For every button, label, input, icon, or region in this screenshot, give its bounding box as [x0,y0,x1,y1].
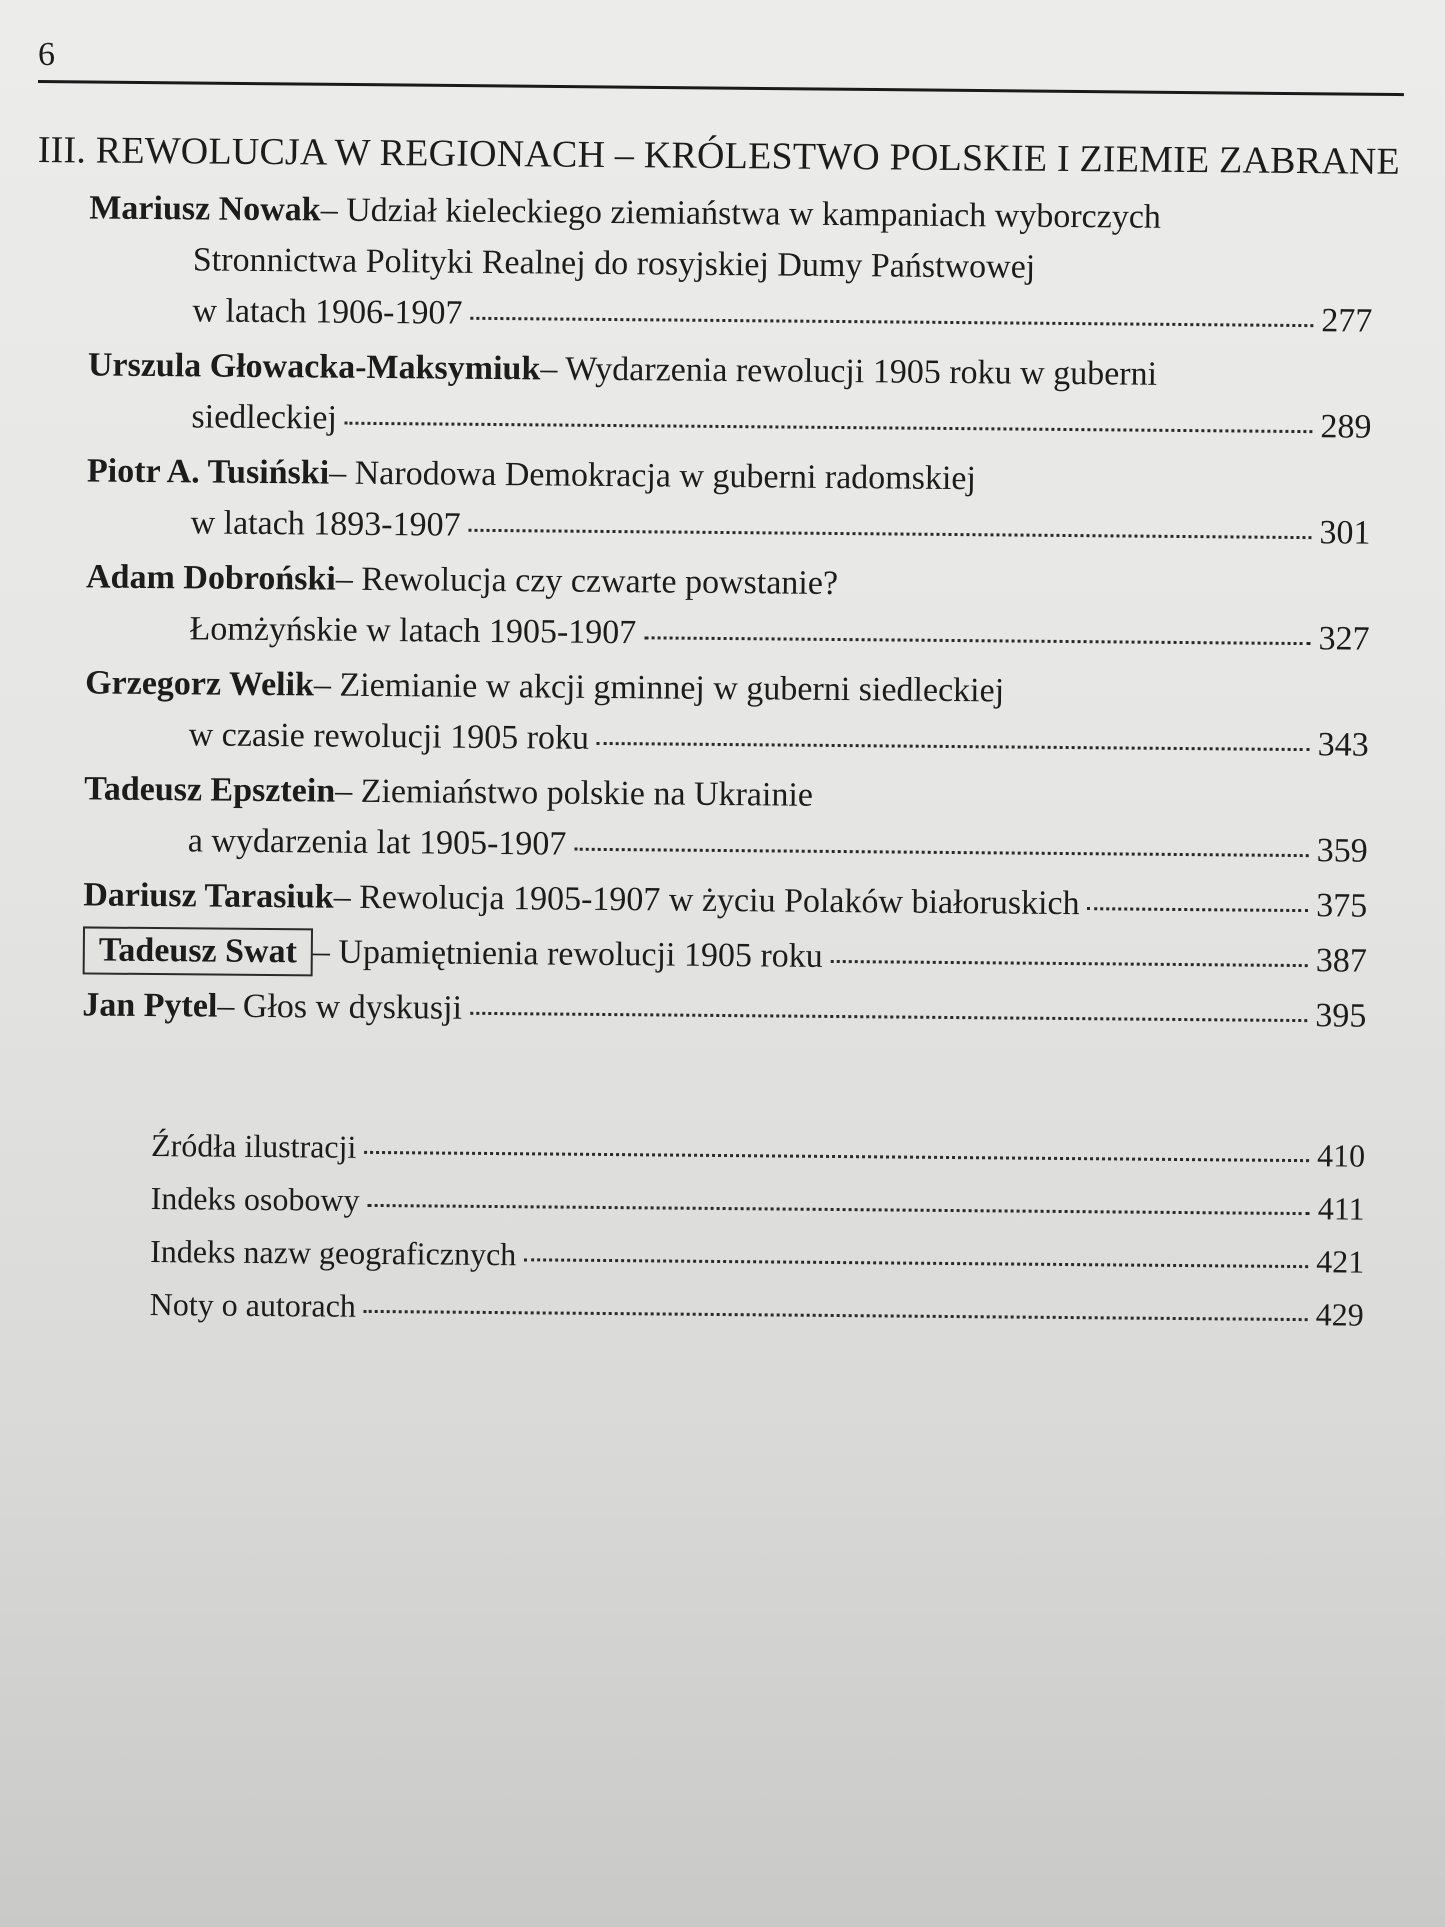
entry-author: Urszula Głowacka-Maksymiuk [87,346,541,388]
entry-title: w czasie rewolucji 1905 roku [188,716,590,757]
toc-entry-line [88,284,1372,346]
back-matter-title: Indeks nazw geograficznych [150,1233,517,1273]
toc-entry [88,182,1373,346]
dot-leader [367,1204,1309,1215]
entry-title: – Ziemianie w akcji gminnej w guberni siedleckiej [313,666,1005,710]
entry-title: – Upamiętnienia rewolucji 1905 roku [312,933,823,975]
toc-entry-line [84,708,1368,770]
entry-page-number: 343 [1317,726,1369,764]
dot-leader [574,848,1308,857]
entry-author: Adam Dobroński [85,558,336,598]
dot-leader [364,1151,1309,1162]
entry-title: Stronnictwa Polityki Realnej do rosyjskiej Dumy Państwowej [192,241,1036,286]
toc-entries [30,182,1403,1042]
entry-title: w latach 1893-1907 [190,504,461,544]
entry-page-number: 277 [1321,302,1373,340]
dot-leader [364,1310,1308,1321]
entry-title: – Głos w dyskusji [217,987,463,1027]
entry-page-number: 387 [1315,942,1367,980]
entry-page-number: 359 [1316,832,1368,870]
dot-leader [470,317,1313,327]
entry-page-number: 327 [1318,620,1370,658]
dot-leader [644,636,1310,645]
dot-leader [524,1258,1308,1268]
entry-title: a wydarzenia lat 1905-1907 [187,822,567,863]
entry-page-number: 289 [1320,408,1372,446]
entry-title: – Udział kieleckiego ziemiaństwa w kampaniach wyborczych [320,191,1162,236]
toc-entry-line [87,390,1371,452]
dot-leader [597,742,1310,751]
dot-leader [345,422,1313,433]
dot-leader [469,529,1312,539]
table-of-contents [28,128,1404,1342]
entry-title: – Rewolucja 1905-1907 w życiu Polaków białoruskich [333,878,1080,923]
toc-entry-line [84,814,1368,876]
section-heading: III. REWOLUCJA W REGIONACH – KRÓLESTWO POLSKIE I ZIEMIE ZABRANE [37,128,1401,183]
back-matter-page-number: 429 [1315,1296,1364,1333]
back-matter-list [150,1119,1366,1342]
dot-leader [470,1012,1307,1022]
entry-author: Tadeusz Epsztein [84,770,336,810]
entry-title: – Rewolucja czy czwarte powstanie? [335,560,839,602]
back-matter-page-number: 410 [1316,1137,1366,1174]
toc-entry-line [82,979,1366,1041]
dot-leader [831,960,1308,967]
toc-entry [84,657,1369,770]
entry-author: Tadeusz Swat [83,926,313,976]
entry-page-number: 375 [1316,887,1368,925]
entry-author: Grzegorz Welik [84,664,315,704]
toc-entry [83,869,1367,931]
entry-author: Dariusz Tarasiuk [83,876,334,916]
back-matter-page-number: 411 [1317,1190,1365,1227]
entry-author: Piotr A. Tusiński [86,452,330,492]
back-matter-title: Indeks osobowy [150,1180,360,1218]
toc-entry [82,979,1366,1041]
toc-entry [85,551,1370,664]
entry-page-number: 301 [1319,514,1371,552]
page-number: 6 [38,36,55,73]
entry-title: Łomżyńskie w latach 1905-1907 [189,610,637,652]
entry-title: w latach 1906-1907 [192,292,463,332]
header-rule [38,80,1404,96]
entry-page-number: 395 [1315,997,1367,1035]
entry-title: – Ziemiaństwo polskie na Ukrainie [335,772,814,814]
entry-title: – Wydarzenia rewolucji 1905 roku w guberni [540,350,1158,393]
toc-entry-line [83,924,1367,986]
toc-entry [87,339,1372,452]
back-matter-page-number: 421 [1316,1243,1365,1280]
back-matter-title: Noty o autorach [149,1286,357,1324]
toc-entry [83,924,1367,986]
entry-title: – Narodowa Demokracja w guberni radomskiej [329,454,977,498]
toc-entry [84,763,1369,876]
back-matter-title: Źródła ilustracji [150,1127,357,1165]
dot-leader [1088,907,1309,912]
entry-author: Jan Pytel [82,986,218,1025]
toc-entry [86,445,1371,558]
toc-entry-line [85,602,1369,664]
toc-entry-line [86,496,1370,558]
toc-entry-line [83,869,1367,931]
back-matter-item [150,1278,1364,1342]
entry-author: Mariusz Nowak [89,189,321,229]
entry-title: siedleckiej [191,398,338,437]
